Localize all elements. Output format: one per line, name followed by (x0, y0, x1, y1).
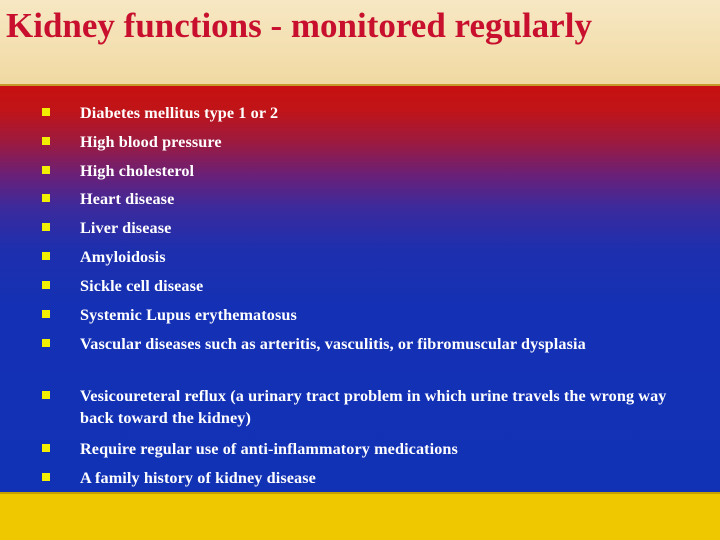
bullet-square-icon (42, 194, 50, 202)
footer-bar (0, 494, 720, 540)
bullet-square-icon (42, 223, 50, 231)
list-item-text: A family history of kidney disease (80, 469, 316, 487)
list-item-text: Vascular diseases such as arteritis, vasculitis, or fibromuscular dysplasia (80, 335, 586, 353)
list-item (0, 217, 720, 239)
list-item-text: Vesicoureteral reflux (a urinary tract problem in which urine travels the wrong way back toward the kidney) (80, 387, 667, 427)
list-item-text: Amyloidosis (80, 248, 166, 266)
content-area (0, 86, 720, 494)
list-item (0, 160, 720, 182)
bullet-square-icon (42, 444, 50, 452)
list-item-text: High cholesterol (80, 162, 195, 180)
list-item (0, 275, 720, 297)
bullet-square-icon (42, 339, 50, 347)
bullet-square-icon (42, 391, 50, 399)
bullet-square-icon (42, 108, 50, 116)
list-item (0, 333, 720, 377)
list-item (0, 438, 720, 460)
list-item-text: Diabetes mellitus type 1 or 2 (80, 104, 279, 122)
list-item (0, 131, 720, 153)
list-item-text: Sickle cell disease (80, 277, 204, 295)
bullet-square-icon (42, 473, 50, 481)
list-item-text: Require regular use of anti-inflammatory medications (80, 440, 458, 458)
list-item (0, 467, 720, 489)
list-item (0, 102, 720, 124)
list-item-text: Systemic Lupus erythematosus (80, 306, 297, 324)
bullet-square-icon (42, 310, 50, 318)
slide-title: Kidney functions - monitored regularly (6, 6, 592, 45)
list-item (0, 385, 720, 429)
list-item (0, 304, 720, 326)
list-item (0, 188, 720, 210)
bullet-square-icon (42, 252, 50, 260)
bullet-square-icon (42, 281, 50, 289)
list-item-text: High blood pressure (80, 133, 222, 151)
list-item-text: Heart disease (80, 190, 175, 208)
bullet-square-icon (42, 166, 50, 174)
list-item-text: Liver disease (80, 219, 172, 237)
title-bar (0, 0, 720, 86)
list-item (0, 246, 720, 268)
bullet-square-icon (42, 137, 50, 145)
